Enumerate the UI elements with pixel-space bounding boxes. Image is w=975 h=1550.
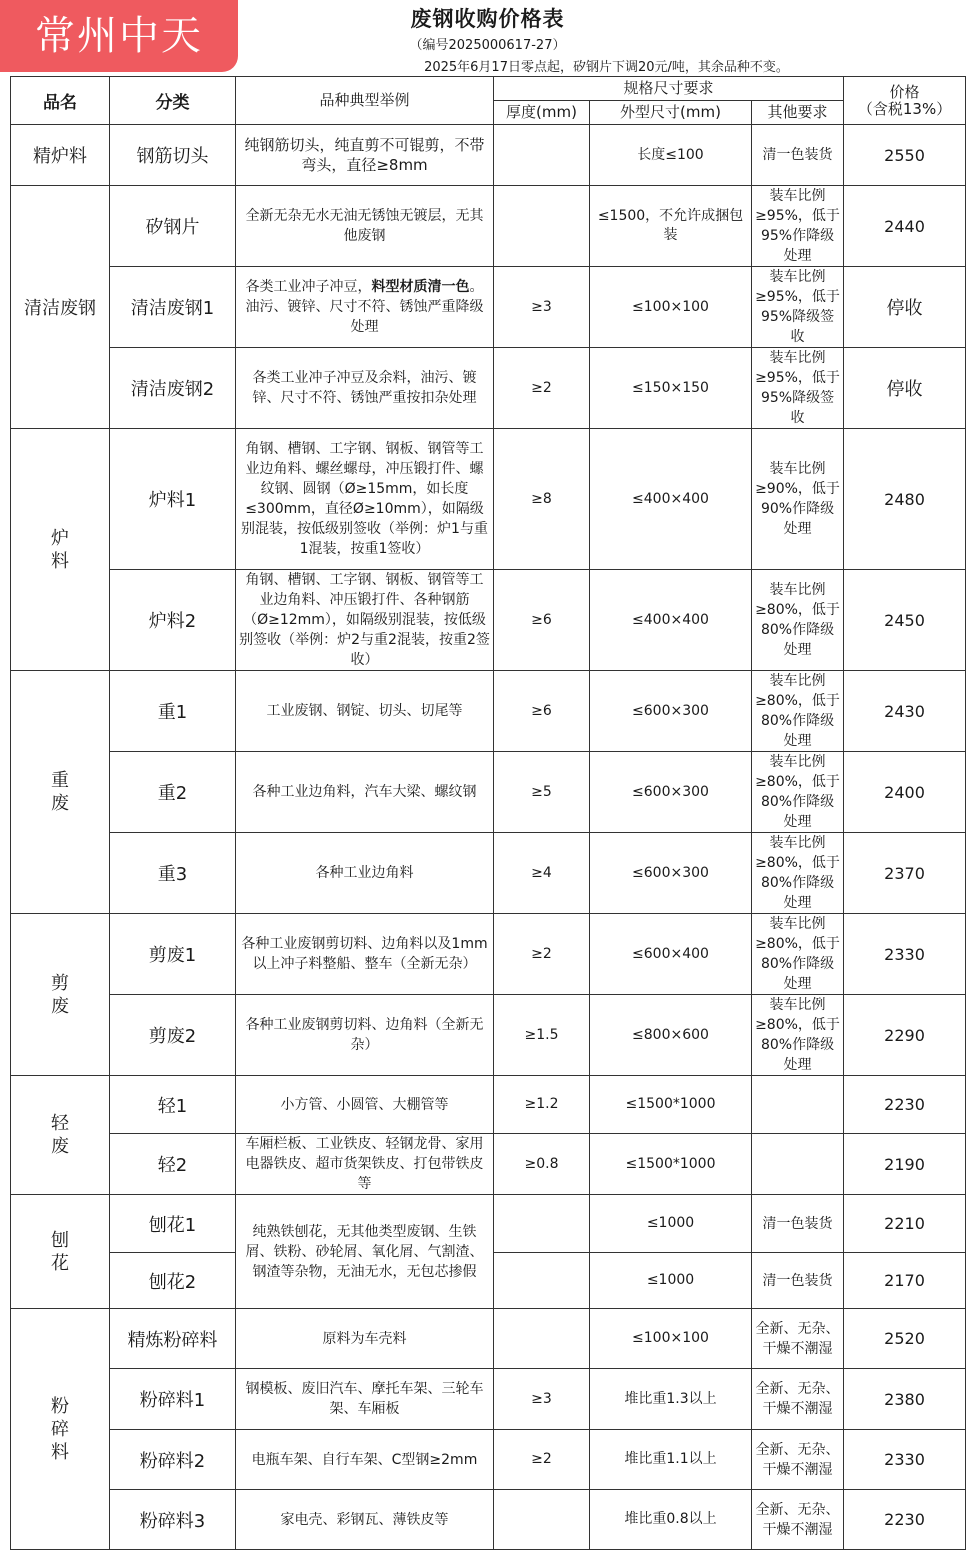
price-cell: 2550: [844, 125, 966, 186]
examples-cell: 各种工业废钢剪切料、边角料（全新无杂）: [236, 995, 494, 1076]
price-cell: 2230: [844, 1076, 966, 1134]
table-row: [11, 995, 966, 1076]
header-other: 其他要求: [752, 101, 844, 125]
table-row: [11, 125, 966, 186]
other-cell: 装车比例≥80%，低于80%作降级处理: [752, 752, 844, 833]
price-cell: 2480: [844, 429, 966, 570]
category-cell: 粉碎料3: [110, 1490, 236, 1550]
group-name: 精炉料: [11, 125, 110, 186]
other-cell: [752, 1076, 844, 1134]
thickness-cell: ≥1.2: [494, 1076, 590, 1134]
thickness-cell: ≥2: [494, 348, 590, 429]
price-table: [10, 76, 966, 1550]
size-cell: ≤600×300: [590, 752, 752, 833]
size-cell: 堆比重1.3以上: [590, 1369, 752, 1430]
other-cell: 清一色装货: [752, 1253, 844, 1309]
group-name: [11, 914, 110, 1076]
other-cell: 装车比例≥95%，低于95%降级签收: [752, 348, 844, 429]
table-row: [11, 570, 966, 671]
price-cell: 2520: [844, 1309, 966, 1369]
price-cell: 2440: [844, 186, 966, 267]
price-cell: 2450: [844, 570, 966, 671]
group-name: [11, 1076, 110, 1195]
examples-text: 各类工业冲子冲豆，: [245, 279, 372, 295]
examples-cell: 电瓶车架、自行车架、C型钢≥2mm: [236, 1430, 494, 1490]
examples-cell: 各种工业废钢剪切料、边角料以及1mm以上冲子料整船、整车（全新无杂）: [236, 914, 494, 995]
header-price: [844, 77, 966, 125]
size-cell: ≤100×100: [590, 267, 752, 348]
header-spec-group: 规格尺寸要求: [494, 77, 844, 101]
thickness-cell: [494, 1490, 590, 1550]
thickness-cell: [494, 125, 590, 186]
group-name-text: 刨花: [51, 1229, 69, 1274]
price-notice: 2025年6月17日零点起，矽钢片下调20元/吨，其余品种不变。: [424, 60, 789, 75]
page-title: 废钢收购价格表: [410, 7, 565, 31]
thickness-cell: ≥1.5: [494, 995, 590, 1076]
table-row: [11, 267, 966, 348]
category-cell: 粉碎料1: [110, 1369, 236, 1430]
thickness-cell: ≥4: [494, 833, 590, 914]
other-cell: 全新、无杂、干燥不潮湿: [752, 1369, 844, 1430]
thickness-cell: ≥0.8: [494, 1134, 590, 1195]
category-cell: 炉料1: [110, 429, 236, 570]
examples-cell: 工业废钢、钢锭、切头、切尾等: [236, 671, 494, 752]
examples-emphasis: 料型材质清一色: [371, 279, 470, 295]
group-name: [11, 429, 110, 671]
brand-badge: 常州中天: [0, 0, 238, 72]
header-size: 外型尺寸(mm): [590, 101, 752, 125]
header-price-note: （含税13%）: [857, 99, 952, 118]
price-cell: 2210: [844, 1195, 966, 1253]
document-code: （编号2025000617-27）: [409, 38, 566, 53]
size-cell: ≤1000: [590, 1253, 752, 1309]
table-row: [11, 1369, 966, 1430]
price-cell: 2290: [844, 995, 966, 1076]
other-cell: 装车比例≥80%，低于80%作降级处理: [752, 914, 844, 995]
size-cell: 堆比重0.8以上: [590, 1490, 752, 1550]
category-cell: 轻2: [110, 1134, 236, 1195]
thickness-cell: ≥6: [494, 570, 590, 671]
price-cell: 2380: [844, 1369, 966, 1430]
group-name-text: 剪废: [51, 972, 69, 1017]
size-cell: ≤600×300: [590, 671, 752, 752]
category-cell: 炉料2: [110, 570, 236, 671]
category-cell: 钢筋切头: [110, 125, 236, 186]
header-examples: 品种典型举例: [236, 77, 494, 125]
thickness-cell: [494, 1309, 590, 1369]
thickness-cell: [494, 1253, 590, 1309]
price-cell: 2230: [844, 1490, 966, 1550]
size-cell: ≤600×300: [590, 833, 752, 914]
other-cell: 全新、无杂、干燥不潮湿: [752, 1490, 844, 1550]
table-row: [11, 1430, 966, 1490]
size-cell: ≤400×400: [590, 570, 752, 671]
category-cell: 刨花2: [110, 1253, 236, 1309]
header-category: 分类: [110, 77, 236, 125]
other-cell: 装车比例≥80%，低于80%作降级处理: [752, 833, 844, 914]
thickness-cell: ≥2: [494, 914, 590, 995]
price-cell: 2170: [844, 1253, 966, 1309]
category-cell: 刨花1: [110, 1195, 236, 1253]
size-cell: ≤1500*1000: [590, 1076, 752, 1134]
category-cell: 粉碎料2: [110, 1430, 236, 1490]
category-cell: 重1: [110, 671, 236, 752]
size-cell: ≤800×600: [590, 995, 752, 1076]
thickness-cell: ≥8: [494, 429, 590, 570]
price-cell: 2190: [844, 1134, 966, 1195]
group-name: [11, 1309, 110, 1550]
category-cell: 矽钢片: [110, 186, 236, 267]
examples-cell: [236, 267, 494, 348]
table-row: [11, 671, 966, 752]
examples-cell: 钢模板、废旧汽车、摩托车架、三轮车架、车厢板: [236, 1369, 494, 1430]
other-cell: [752, 1134, 844, 1195]
table-row: [11, 186, 966, 267]
price-cell: 停收: [844, 267, 966, 348]
examples-cell: 角钢、槽钢、工字钢、钢板、钢管等工业边角料、冲压锻打件、各种钢筋（Ø≥12mm），如隔级别混装，按低级别签收（举例：炉2与重2混装，按重2签收）: [236, 570, 494, 671]
group-name-text: 炉料: [51, 527, 69, 572]
table-row: [11, 348, 966, 429]
examples-cell: 全新无杂无水无油无锈蚀无镀层，无其他废钢: [236, 186, 494, 267]
price-cell: 2330: [844, 914, 966, 995]
examples-cell: 各种工业边角料: [236, 833, 494, 914]
other-cell: 清一色装货: [752, 125, 844, 186]
examples-cell: 各类工业冲子冲豆及余料，油污、镀锌、尺寸不符、锈蚀严重按扣杂处理: [236, 348, 494, 429]
size-cell: ≤100×100: [590, 1309, 752, 1369]
size-cell: ≤1000: [590, 1195, 752, 1253]
thickness-cell: ≥5: [494, 752, 590, 833]
examples-text: 。油污、镀锌、尺寸不符、锈蚀严重降级处理: [245, 279, 484, 335]
other-cell: 装车比例≥90%，低于90%作降级处理: [752, 429, 844, 570]
other-cell: 装车比例≥95%，低于95%降级签收: [752, 267, 844, 348]
table-row: [11, 914, 966, 995]
category-cell: 重3: [110, 833, 236, 914]
category-cell: 重2: [110, 752, 236, 833]
other-cell: 全新、无杂、干燥不潮湿: [752, 1430, 844, 1490]
price-cell: 停收: [844, 348, 966, 429]
examples-cell: 纯钢筋切头，纯直剪不可锟剪，不带弯头，直径≥8mm: [236, 125, 494, 186]
thickness-cell: ≥2: [494, 1430, 590, 1490]
group-name-text: 重废: [51, 770, 69, 814]
examples-cell: 各种工业边角料，汽车大梁、螺纹钢: [236, 752, 494, 833]
thickness-cell: ≥3: [494, 267, 590, 348]
other-cell: 装车比例≥95%，低于95%作降级处理: [752, 186, 844, 267]
header-name: 品名: [11, 77, 110, 125]
price-cell: 2370: [844, 833, 966, 914]
thickness-cell: [494, 1195, 590, 1253]
size-cell: ≤150×150: [590, 348, 752, 429]
category-cell: 剪废1: [110, 914, 236, 995]
examples-cell: 车厢栏板、工业铁皮、轻钢龙骨、家用电器铁皮、超市货架铁皮、打包带铁皮等: [236, 1134, 494, 1195]
table-row: [11, 752, 966, 833]
table-row: [11, 1076, 966, 1134]
table-row: [11, 1309, 966, 1369]
other-cell: 装车比例≥80%，低于80%作降级处理: [752, 570, 844, 671]
size-cell: 长度≤100: [590, 125, 752, 186]
table-row: [11, 1195, 966, 1253]
group-name-text: 粉碎料: [51, 1395, 69, 1463]
thickness-cell: [494, 186, 590, 267]
table-row: [11, 1134, 966, 1195]
table-row: [11, 429, 966, 570]
size-cell: ≤1500，不允许成捆包装: [590, 186, 752, 267]
examples-cell: 家电壳、彩钢瓦、薄铁皮等: [236, 1490, 494, 1550]
size-cell: ≤600×400: [590, 914, 752, 995]
category-cell: 轻1: [110, 1076, 236, 1134]
thickness-cell: ≥3: [494, 1369, 590, 1430]
price-cell: 2430: [844, 671, 966, 752]
examples-cell: 原料为车壳料: [236, 1309, 494, 1369]
price-cell: 2400: [844, 752, 966, 833]
category-cell: 清洁废钢2: [110, 348, 236, 429]
table-row: [11, 833, 966, 914]
price-cell: 2330: [844, 1430, 966, 1490]
group-name: [11, 671, 110, 914]
examples-cell: 小方管、小圆管、大棚管等: [236, 1076, 494, 1134]
category-cell: 精炼粉碎料: [110, 1309, 236, 1369]
category-cell: 剪废2: [110, 995, 236, 1076]
header-price-label: 价格: [889, 82, 920, 101]
other-cell: 清一色装货: [752, 1195, 844, 1253]
group-name-text: 轻废: [51, 1113, 69, 1157]
size-cell: 堆比重1.1以上: [590, 1430, 752, 1490]
group-name: [11, 1195, 110, 1309]
other-cell: 装车比例≥80%，低于80%作降级处理: [752, 995, 844, 1076]
size-cell: ≤400×400: [590, 429, 752, 570]
examples-cell: 角钢、槽钢、工字钢、钢板、钢管等工业边角料、螺丝螺母，冲压锻打件、螺纹钢、圆钢（Ø≥15mm，如长度≤300mm，直径Ø≥10mm），如隔级别混装，按低级别签收（举例：炉1与重1混装，按重1签收）: [236, 429, 494, 570]
category-cell: 清洁废钢1: [110, 267, 236, 348]
thickness-cell: ≥6: [494, 671, 590, 752]
size-cell: ≤1500*1000: [590, 1134, 752, 1195]
header-thickness: 厚度(mm): [494, 101, 590, 125]
table-row: [11, 1490, 966, 1550]
group-name: 清洁废钢: [11, 186, 110, 429]
other-cell: 装车比例≥80%，低于80%作降级处理: [752, 671, 844, 752]
other-cell: 全新、无杂、干燥不潮湿: [752, 1309, 844, 1369]
examples-cell: 纯熟铁刨花，无其他类型废钢、生铁屑、铁粉、砂轮屑、氧化屑、气割渣、钢渣等杂物，无油无水，无包芯掺假: [236, 1195, 494, 1309]
